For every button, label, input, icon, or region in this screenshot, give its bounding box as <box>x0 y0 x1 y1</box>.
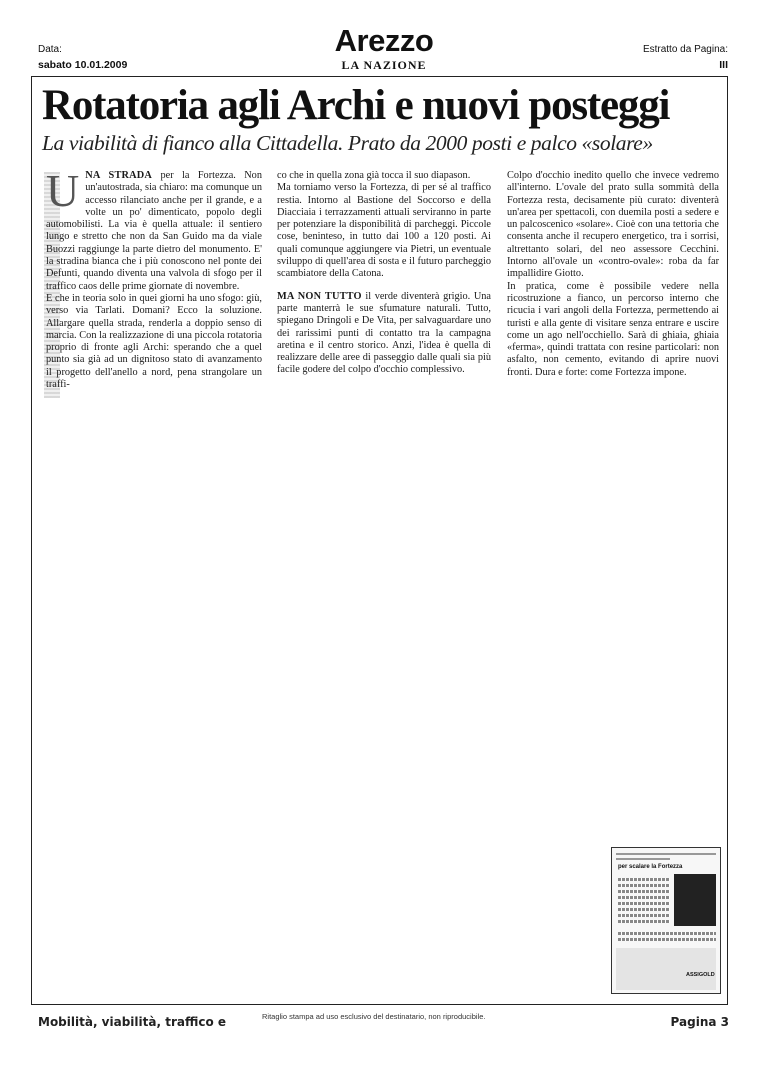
lead-in: MA NON TUTTO <box>277 290 362 302</box>
thumbnail-text-line <box>618 914 670 917</box>
paragraph: E che in teoria solo in quei giorni ha uno sfogo: giù, verso via Tarlati. Domani? Ecco la soluzione. Allargare quella strada, renderla a doppio senso di marcia. Con la realizzazione di una piccola rotatoria proprio di fronte agli Archi: sperando che a quel punto sia già ad un dignitoso stato di avanzamento il progetto dell'anello a nord, pena strangolare un traffi- <box>46 292 262 391</box>
article-column-3 <box>507 170 719 379</box>
article-headline: Rotatoria agli Archi e nuovi posteggi <box>42 82 670 129</box>
thumbnail-text-line <box>618 932 716 935</box>
thumbnail-text-line <box>618 902 670 905</box>
paragraph <box>277 291 491 377</box>
paragraph-text: il verde diventerà grigio. Una parte manterrà le sue sfumature naturali. Tutto, spiegano Dringoli e De Vita, per salvaguardare uno dei rarissimi punti di contatto tra la campagna aretina e il centro storico. Anzi, l'idea è quella di realizzare delle aree di passeggio dalle quali sia più facile godere del colpo d'occhio complessivo. <box>277 290 492 376</box>
thumbnail-text-line <box>618 896 670 899</box>
thumbnail-ad <box>616 948 716 990</box>
thumbnail-rule <box>616 853 716 855</box>
dropcap: U <box>46 165 80 216</box>
extract-label: Estratto da Pagina: <box>642 44 728 55</box>
paragraph: Colpo d'occhio inedito quello che invece vedremo all'interno. L'ovale del prato sulla sommità della Fortezza resta, decisamente più curato: diventerà un'area per spettacoli, con duemila posti a sedere e un palcoscenico «solare». Cioè con una tettoria che consenta anche il recupero energetico, tra i sorrisi, altrettanto solari, del neo assessore Cecchini. Intorno all'ovale un «contro-ovale»: roba da far impallidire Giotto. <box>507 170 719 280</box>
thumbnail-ad-text: ASSIGOLD <box>686 972 715 978</box>
paragraph <box>46 165 262 293</box>
newspaper-city: Arezzo <box>334 23 434 58</box>
paragraph: In pratica, come è possibile vedere nella ricostruzione a fianco, un percorso interno che ricucia i vari angoli della Fortezza, permettendo ai turisti e alla gente di visitare senza entrare e uscire come un ago nell'occhiello. Sarà di ghiaia, ghiaia «ferma», quindi trattata con resine particolari: non asfalto, non cemento, evitando di aprire nuovi fronti. Dura e forte: come Fortezza impone. <box>507 280 719 378</box>
footer-notice: Ritaglio stampa ad uso esclusivo del destinatario, non riproducibile. <box>262 1012 486 1021</box>
paragraph-text: per la Fortezza. Non un'autostrada, sia chiaro: ma comunque un accesso rilanciato anche per il grande, e a volte un po' dimenticato, popolo degli automobilisti. La via è quella attuale: il sentiero lungo e stretto che non da San Guido ma da viale Buozzi raggiunge la parte dietro del monumento. E' la stradina bianca che i più conoscono nel ponte dei Defunti, quando diventa una valvola di sfogo per il traffico caos delle prime giornate di novembre. <box>46 170 262 292</box>
paragraph: Ma torniamo verso la Fortezza, di per sé al traffico restia. Intorno al Bastione del Soccorso e della Diacciaia i terrazzamenti attuali serviranno in parte per potenziare la disponibilità di parcheggi. Piccole cose, beninteso, in tutto dai 100 a 120 posti. Ai quali comunque aggiungere via Pietri, un eventuale sviluppo di quell'area di sosta e il futuro parcheggio scambiatore della Catona. <box>277 182 491 280</box>
thumbnail-text-line <box>618 884 670 887</box>
article-subheadline: La viabilità di fianco alla Cittadella. Prato da 2000 posti e palco «solare» <box>42 131 653 155</box>
thumbnail-image <box>674 874 716 926</box>
date-label: Data: <box>38 44 62 55</box>
thumbnail-text-line <box>618 878 670 881</box>
thumbnail-text-line <box>618 908 670 911</box>
newspaper-name: LA NAZIONE <box>341 58 427 72</box>
thumbnail-text-line <box>618 920 670 923</box>
thumbnail-rule <box>616 858 670 860</box>
footer-page: Pagina 3 <box>670 1015 729 1029</box>
article-column-2 <box>277 170 491 377</box>
thumbnail-title: per scalare la Fortezza <box>618 864 683 870</box>
article-column-1 <box>46 165 262 391</box>
extract-page: III <box>719 59 728 71</box>
thumbnail-text-line <box>618 890 670 893</box>
paragraph: co che in quella zona già tocca il suo diapason. <box>277 170 471 181</box>
page-thumbnail <box>611 847 721 994</box>
lead-in: NA STRADA <box>85 170 153 181</box>
footer-category: Mobilità, viabilità, traffico e <box>38 1015 227 1029</box>
thumbnail-text-line <box>618 938 716 941</box>
date-value: sabato 10.01.2009 <box>38 59 128 71</box>
